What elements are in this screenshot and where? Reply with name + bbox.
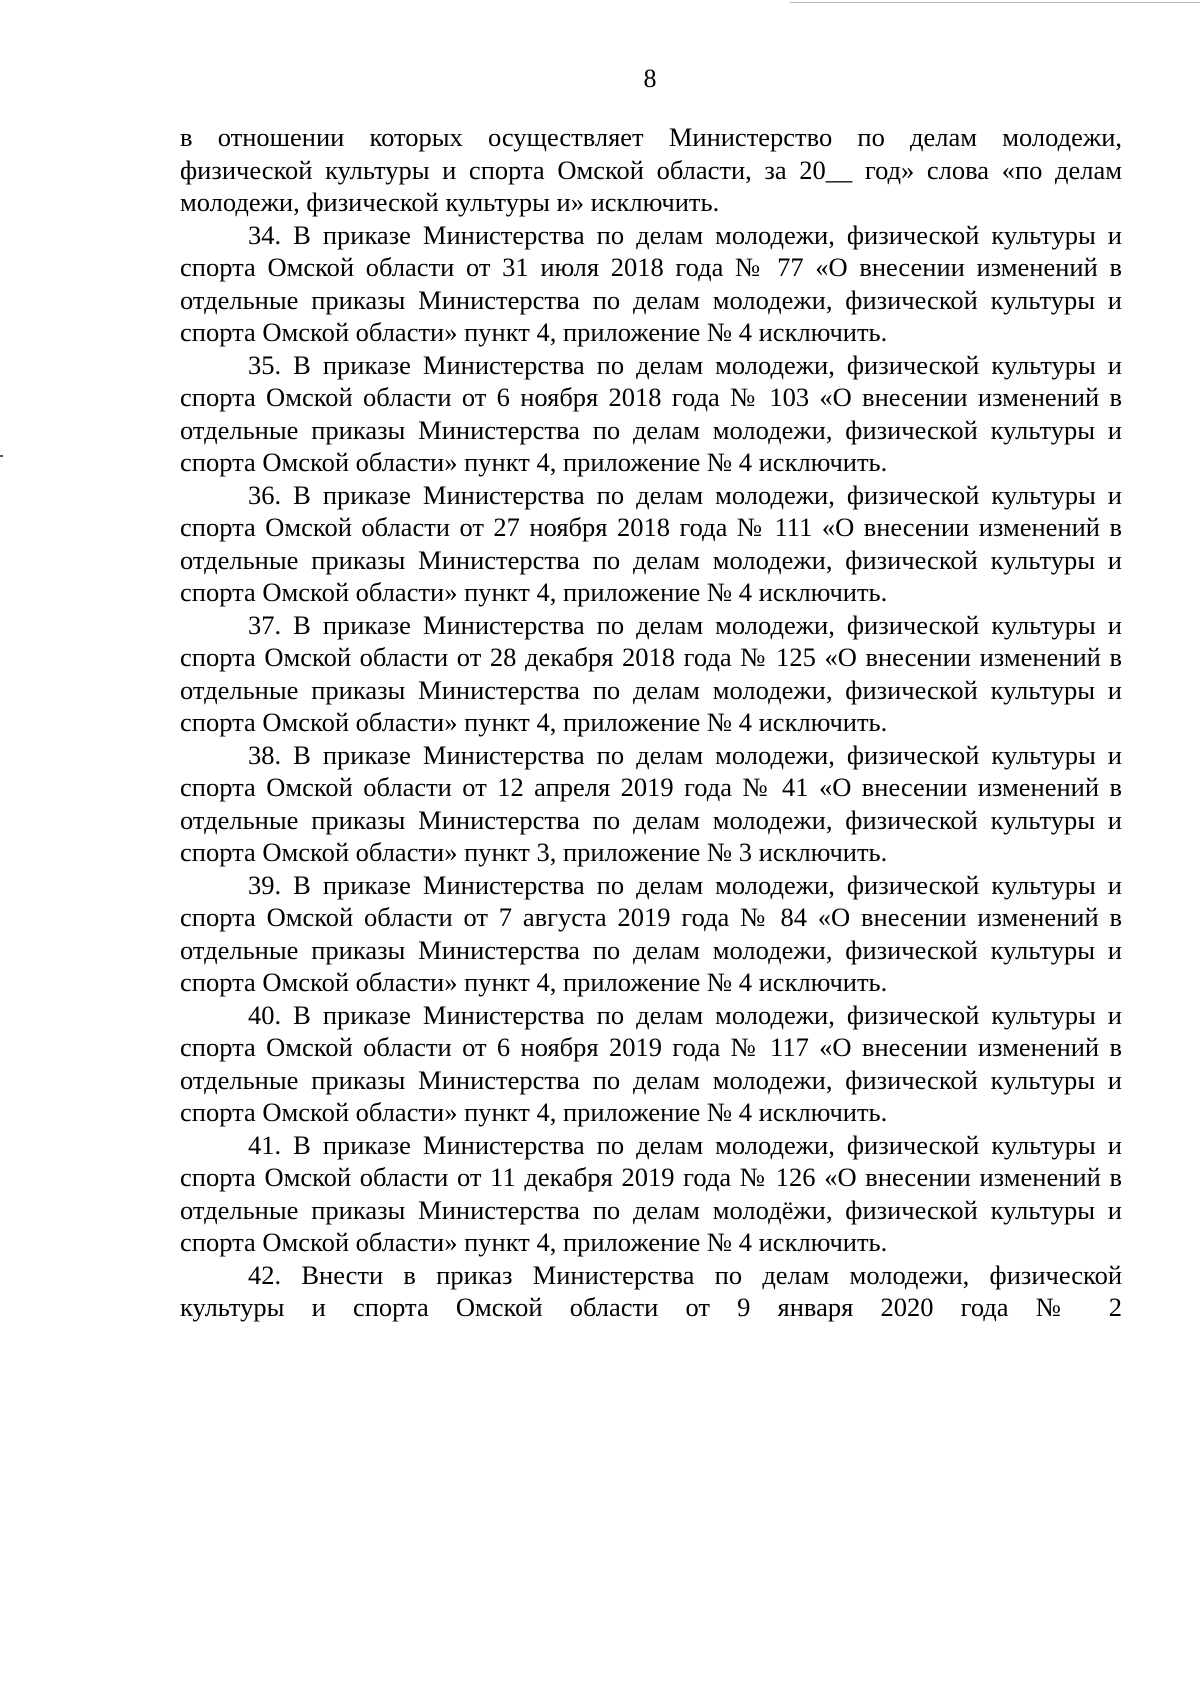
- paragraph-item-42: 42. Внести в приказ Министерства по делам молодежи, физической культуры и спорта Омской области от 9 января 2020 года № 2: [180, 1259, 1122, 1322]
- paragraph-item-39: 39. В приказе Министерства по делам молодежи, физической культуры и спорта Омской области от 7 августа 2019 года № 84 «О внесении изменений в отдельные приказы Министерства по делам молодежи, физической культуры и спорта Омской области» пункт 4, приложение № 4 исключить.: [180, 869, 1122, 997]
- scan-margin-mark: [0, 455, 3, 457]
- paragraph-item-41: 41. В приказе Министерства по делам молодежи, физической культуры и спорта Омской области от 11 декабря 2019 года № 126 «О внесении изменений в отдельные приказы Министерства по делам молодёжи, физической культуры и спорта Омской области» пункт 4, приложение № 4 исключить.: [180, 1129, 1122, 1257]
- paragraph-item-37: 37. В приказе Министерства по делам молодежи, физической культуры и спорта Омской области от 28 декабря 2018 года № 125 «О внесении изменений в отдельные приказы Министерства по делам молодежи, физической культуры и спорта Омской области» пункт 4, приложение № 4 исключить.: [180, 609, 1122, 737]
- document-body: [180, 121, 1122, 1324]
- paragraph-continuation: в отношении которых осуществляет Министерство по делам молодежи, физической культуры и спорта Омской области, за 20__ год» слова «по делам молодежи, физической культуры и» исключить.: [180, 122, 1122, 217]
- page-number: 8: [643, 64, 657, 93]
- paragraph-item-35: 35. В приказе Министерства по делам молодежи, физической культуры и спорта Омской области от 6 ноября 2018 года № 103 «О внесении изменений в отдельные приказы Министерства по делам молодежи, физической культуры и спорта Омской области» пункт 4, приложение № 4 исключить.: [180, 349, 1122, 477]
- paragraph-item-36: 36. В приказе Министерства по делам молодежи, физической культуры и спорта Омской области от 27 ноября 2018 года № 111 «О внесении изменений в отдельные приказы Министерства по делам молодежи, физической культуры и спорта Омской области» пункт 4, приложение № 4 исключить.: [180, 479, 1122, 607]
- scan-edge-mark: [790, 2, 1200, 3]
- paragraph-item-40: 40. В приказе Министерства по делам молодежи, физической культуры и спорта Омской области от 6 ноября 2019 года № 117 «О внесении изменений в отдельные приказы Министерства по делам молодежи, физической культуры и спорта Омской области» пункт 4, приложение № 4 исключить.: [180, 999, 1122, 1127]
- paragraph-item-38: 38. В приказе Министерства по делам молодежи, физической культуры и спорта Омской области от 12 апреля 2019 года № 41 «О внесении изменений в отдельные приказы Министерства по делам молодежи, физической культуры и спорта Омской области» пункт 3, приложение № 3 исключить.: [180, 739, 1122, 867]
- paragraph-item-34: 34. В приказе Министерства по делам молодежи, физической культуры и спорта Омской области от 31 июля 2018 года № 77 «О внесении изменений в отдельные приказы Министерства по делам молодежи, физической культуры и спорта Омской области» пункт 4, приложение № 4 исключить.: [180, 219, 1122, 347]
